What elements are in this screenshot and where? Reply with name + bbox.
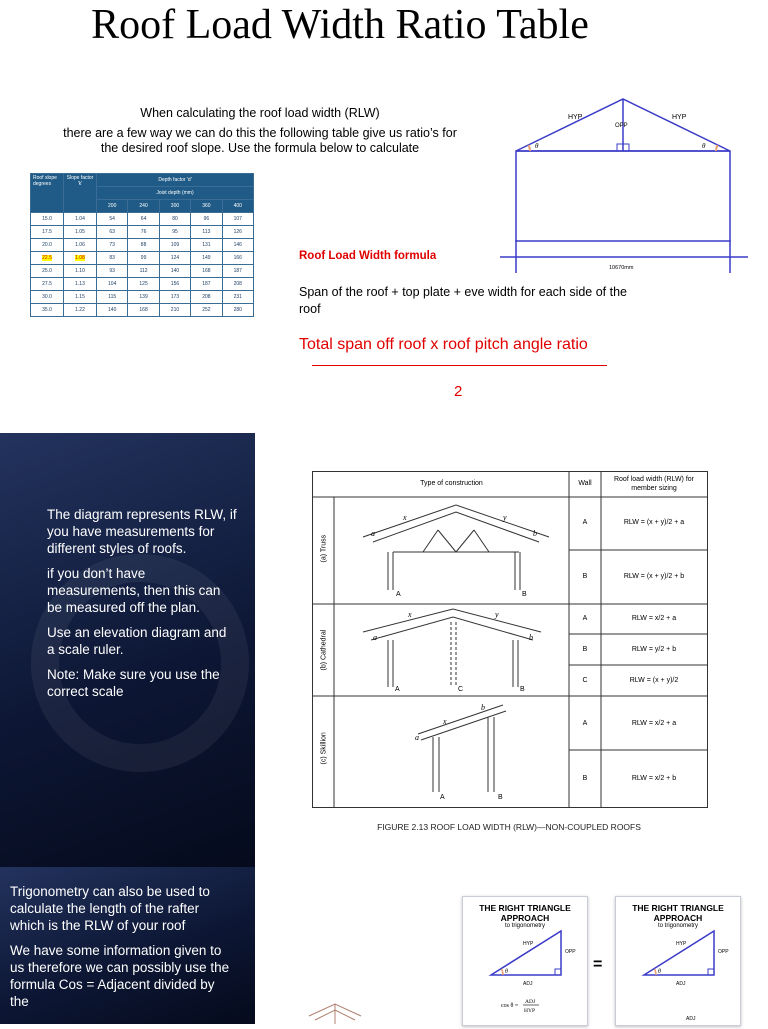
table-cell: 187: [222, 265, 253, 278]
theta-label: θ: [505, 969, 508, 975]
rlw-formula-description: Span of the roof + top plate + eve width for each side of the roof: [299, 285, 627, 316]
table-cell: 107: [222, 213, 253, 226]
theta-label: θ: [658, 969, 661, 975]
adj-label: ADJ: [676, 981, 686, 987]
table-cell: 131: [191, 239, 222, 252]
wall-cell: B: [582, 775, 588, 782]
table-cell: 96: [191, 213, 222, 226]
truss-A-label: A: [396, 591, 401, 598]
card-subtitle: to trigonometry: [504, 923, 546, 929]
highlighted-value: 1.08: [75, 255, 85, 261]
hyp-label: HYP: [676, 941, 687, 947]
table-cell: 168: [128, 304, 159, 317]
skillion-A-label: A: [440, 794, 445, 801]
intro-line-1: When calculating the roof load width (RLW): [140, 106, 380, 120]
rlw-formula-cell: RLW = x/2 + a: [631, 720, 677, 727]
trigonometry-panel: [0, 867, 255, 1024]
table-cell: 280: [222, 304, 253, 317]
table-cell: 1.15: [64, 291, 97, 304]
table-cell: 208: [191, 291, 222, 304]
cathedral-A-label: A: [395, 686, 400, 693]
joist-depth-header: 200: [97, 200, 128, 213]
right-triangle-diagram: [463, 919, 587, 1029]
rlw-header: Roof load width (RLW) for member sizing: [613, 476, 694, 492]
table-row: [31, 304, 254, 317]
left-angle-arc: [529, 145, 531, 151]
table-cell: 109: [159, 239, 190, 252]
wall-cell: A: [582, 615, 588, 622]
table-cell: 112: [128, 265, 159, 278]
wall-header: Wall: [578, 480, 592, 487]
type-of-construction-header: Type of construction: [420, 480, 483, 487]
cos-denominator: HYP: [524, 1008, 536, 1014]
table-cell: 126: [222, 226, 253, 239]
header-depth-factor: Depth factor 'd': [97, 174, 254, 187]
table-row: [31, 239, 254, 252]
explanation-text: [47, 506, 237, 708]
explanation-paragraph: Use an elevation diagram and a scale ruler.: [47, 625, 227, 657]
header-joist-depth: Joist depth (mm): [97, 187, 254, 200]
table-cell: 104: [97, 278, 128, 291]
cos-label: cos θ =: [501, 1003, 519, 1009]
building-sketch: [305, 996, 375, 1024]
opp-label: OPP: [718, 949, 729, 955]
table-row: [31, 213, 254, 226]
table-cell: 139: [128, 291, 159, 304]
rlw-formula-cell: RLW = (x + y)/2 + a: [623, 519, 685, 526]
table-row: [31, 291, 254, 304]
intro-text: [60, 106, 460, 156]
theta-right-label: θ: [702, 142, 706, 150]
table-cell: 25.0: [31, 265, 64, 278]
opp-label: OPP: [565, 949, 576, 955]
figure-caption: FIGURE 2.13 ROOF LOAD WIDTH (RLW)—NON-COUPLED ROOFS: [377, 822, 641, 832]
table-cell: 20.0: [31, 239, 64, 252]
table-cell: 54: [97, 213, 128, 226]
table-cell: 1.13: [64, 278, 97, 291]
table-cell: 166: [222, 252, 253, 265]
fraction-line: [312, 365, 607, 366]
hyp-label: HYP: [523, 941, 534, 947]
table-cell: 1.10: [64, 265, 97, 278]
truss-b-label: b: [533, 529, 537, 538]
table-cell: 95: [159, 226, 190, 239]
truss-B-label: B: [522, 591, 527, 598]
cathedral-B-label: B: [520, 686, 525, 693]
table-cell: 1.22: [64, 304, 97, 317]
card-title: THE RIGHT TRIANGLE APPROACH: [632, 903, 724, 923]
wall-cell: A: [582, 720, 588, 727]
header-roof-slope: Roof slope degrees: [31, 174, 64, 213]
cathedral-sketch: [363, 609, 541, 687]
card-subtitle: to trigonometry: [657, 923, 699, 929]
table-cell: 99: [128, 252, 159, 265]
roof-slope-ratio-table: [30, 173, 254, 317]
table-cell: 149: [191, 252, 222, 265]
table-cell: 73: [97, 239, 128, 252]
table-cell: [31, 252, 64, 265]
table-cell: 210: [159, 304, 190, 317]
adj-label: ADJ: [523, 981, 533, 987]
right-angle-arc: [716, 145, 718, 151]
table-cell: 1.05: [64, 226, 97, 239]
table-cell: 93: [97, 265, 128, 278]
card-title: THE RIGHT TRIANGLE APPROACH: [479, 903, 571, 923]
explanation-paragraph: Note: Make sure you use the correct scale: [47, 667, 220, 699]
table-row: [31, 252, 254, 265]
right-triangle-diagram: [616, 919, 740, 1029]
cathedral-a-label: a: [373, 633, 377, 642]
truss-y-label: y: [503, 513, 507, 522]
span-label: 10670mm: [609, 265, 634, 271]
rlw-figure: [312, 471, 708, 808]
joist-depth-header: 400: [222, 200, 253, 213]
wall-cell: B: [582, 646, 588, 653]
table-cell: 1.06: [64, 239, 97, 252]
table-cell: 83: [97, 252, 128, 265]
opp-label: OPP: [615, 123, 628, 129]
hyp-left-label: HYP: [568, 114, 583, 121]
cos-numerator: ADJ: [525, 999, 536, 1005]
skillion-a-label: a: [415, 733, 419, 742]
skillion-B-label: B: [498, 794, 503, 801]
explanation-paragraph: The diagram represents RLW, if you have measurements for different styles of roofs.: [47, 507, 237, 556]
cathedral-C-label: C: [458, 686, 464, 693]
right-triangle-card-1: [462, 896, 588, 1026]
table-cell: 76: [128, 226, 159, 239]
trigonometry-paragraph: Trigonometry can also be used to calculate the length of the rafter which is the RLW of your roof: [10, 884, 210, 933]
table-cell: 146: [222, 239, 253, 252]
explanation-paragraph: if you don’t have measurements, then this can be measured off the plan.: [47, 566, 221, 615]
table-cell: 187: [191, 278, 222, 291]
table-body: [31, 213, 254, 317]
rlw-formula-heading: Roof Load Width formula: [299, 250, 437, 262]
cathedral-y-label: y: [495, 610, 499, 619]
formula-denominator: 2: [454, 383, 463, 400]
table-cell: 252: [191, 304, 222, 317]
rlw-formula-cell: RLW = y/2 + b: [631, 646, 677, 653]
hyp-right-label: HYP: [672, 114, 687, 121]
table-cell: 208: [222, 278, 253, 291]
highlighted-value: 22.5: [42, 255, 52, 261]
section-truss-label: (a) Truss: [320, 534, 328, 563]
table-cell: 168: [191, 265, 222, 278]
theta-left-label: θ: [535, 142, 539, 150]
wall-cell: C: [582, 677, 588, 684]
wall-cell: A: [582, 519, 588, 526]
table-cell: 125: [128, 278, 159, 291]
table-header-row: [31, 174, 254, 187]
table-cell: 173: [159, 291, 190, 304]
skillion-sketch: [418, 705, 506, 792]
section-cathedral-label: (b) Cathedral: [320, 629, 328, 671]
joist-depth-header: 240: [128, 200, 159, 213]
table-cell: 113: [191, 226, 222, 239]
cathedral-b-label: b: [529, 633, 533, 642]
cathedral-x-label: x: [408, 610, 412, 619]
table-row: [31, 265, 254, 278]
wall-cell: B: [582, 573, 588, 580]
trigonometry-paragraph: We have some information given to us therefore we can possibly use the formula Cos = Adjacent divided by the: [10, 943, 230, 1009]
rlw-formula-cell: RLW = (x + y)/2: [629, 677, 679, 684]
formula-numerator: Total span off roof x roof pitch angle ratio: [299, 336, 588, 353]
page-title: Roof Load Width Ratio Table: [91, 2, 589, 48]
skillion-x-label: x: [443, 717, 447, 726]
table-cell: 140: [97, 304, 128, 317]
section-skillion-label: (c) Skillion: [320, 732, 328, 765]
table-cell: 124: [159, 252, 190, 265]
table-cell: 115: [97, 291, 128, 304]
joist-depth-header: 360: [191, 200, 222, 213]
explanation-panel: [0, 433, 255, 869]
truss-a-label: a: [371, 529, 375, 538]
table-cell: 30.0: [31, 291, 64, 304]
skillion-b-label: b: [481, 703, 485, 712]
equals-sign: =: [593, 956, 603, 973]
rlw-formula-cell: RLW = x/2 + a: [631, 615, 677, 622]
table-cell: 15.0: [31, 213, 64, 226]
table-cell: 140: [159, 265, 190, 278]
table-cell: [64, 252, 97, 265]
table-cell: 27.5: [31, 278, 64, 291]
roof-gable-diagram: [500, 95, 750, 275]
table-row: [31, 278, 254, 291]
table-cell: 88: [128, 239, 159, 252]
header-slope-factor: Slope factor 'k': [64, 174, 97, 213]
rlw-formula-cell: RLW = (x + y)/2 + b: [623, 573, 685, 580]
table-cell: 64: [128, 213, 159, 226]
right-triangle-card-2: [615, 896, 741, 1026]
table-cell: 63: [97, 226, 128, 239]
table-cell: 1.04: [64, 213, 97, 226]
joist-depth-header: 300: [159, 200, 190, 213]
rlw-formula-cell: RLW = x/2 + b: [631, 775, 677, 782]
truss-x-label: x: [403, 513, 407, 522]
table-cell: 35.0: [31, 304, 64, 317]
intro-line-2: there are a few way we can do this the following table give us ratio’s for the desired roof slope. Use the formula below to calculate: [63, 126, 457, 155]
table-row: [31, 226, 254, 239]
table-cell: 17.5: [31, 226, 64, 239]
truss-sketch: [363, 505, 549, 590]
trigonometry-text: [10, 883, 235, 1018]
adj-label-bottom: ADJ: [686, 1016, 696, 1022]
table-cell: 231: [222, 291, 253, 304]
right-angle-marks: [617, 144, 629, 151]
table-cell: 80: [159, 213, 190, 226]
table-cell: 156: [159, 278, 190, 291]
